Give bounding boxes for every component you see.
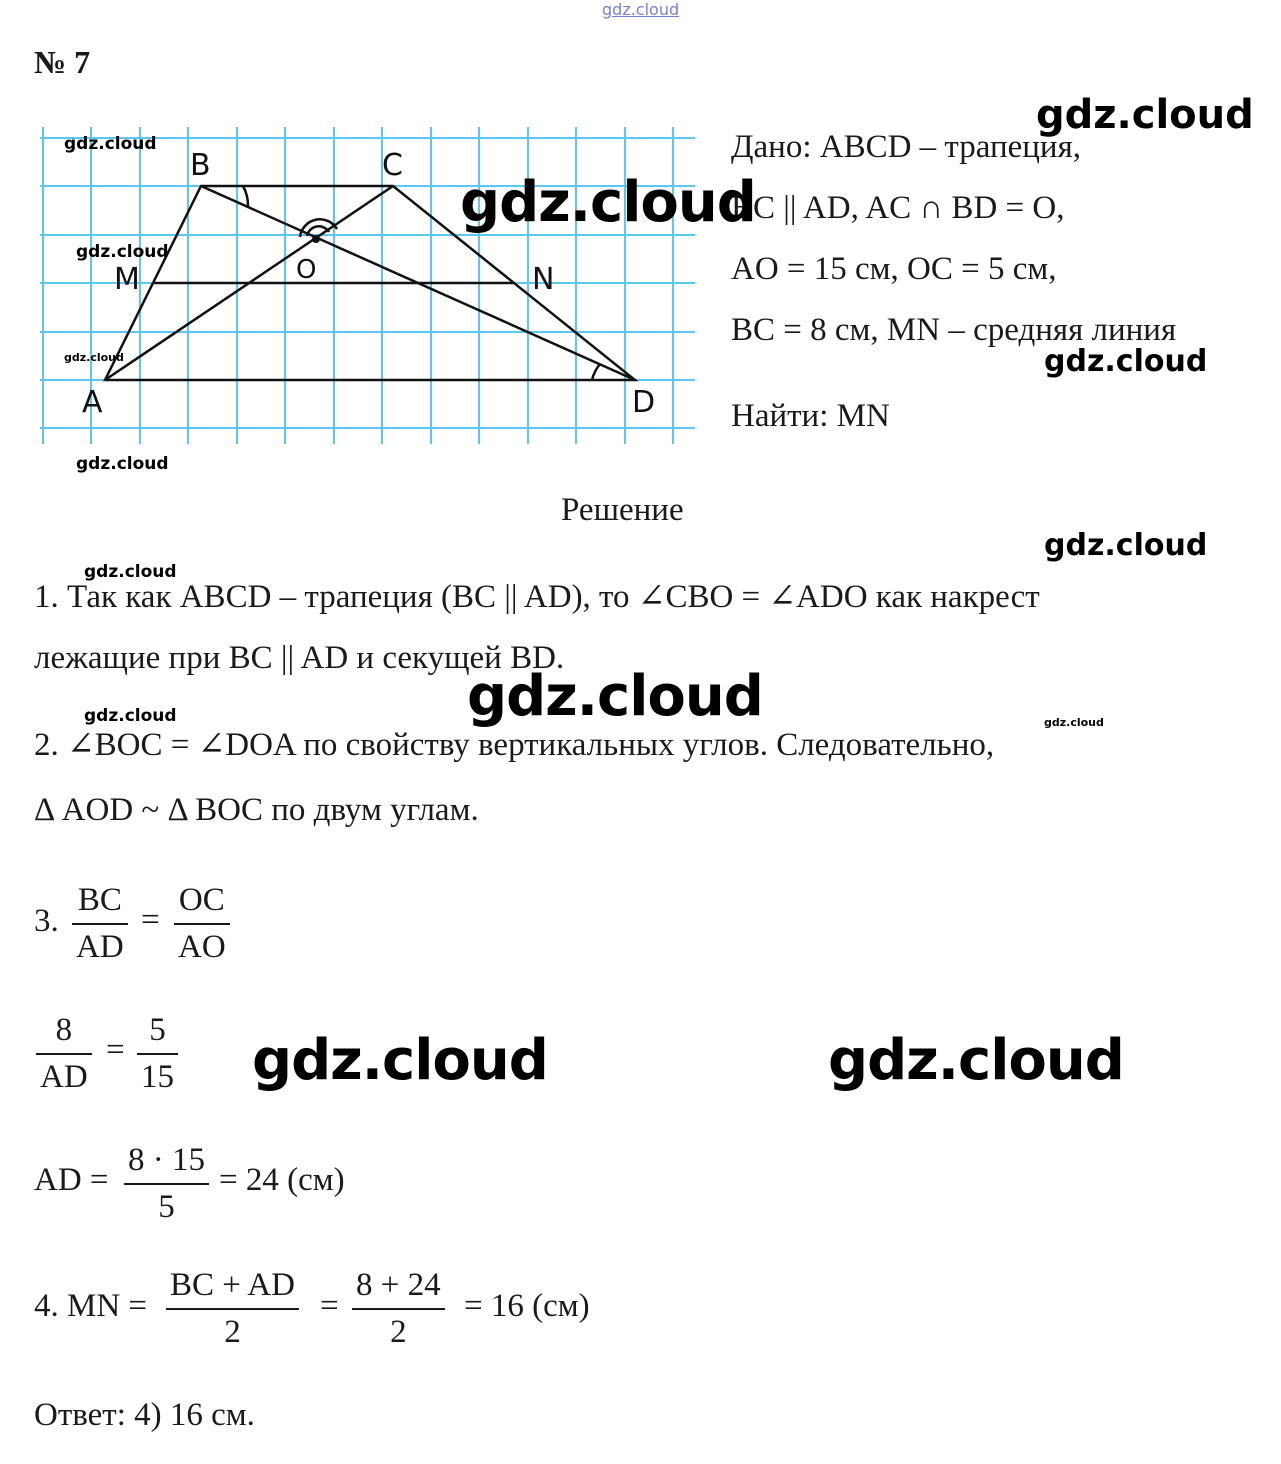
step-1-line-a: 1. Так как ABCD – трапеция (BC || AD), то ∠CBO = ∠ADO как накрест <box>34 579 1040 615</box>
given-line-1: Дано: ABCD – трапеция, <box>731 129 1082 165</box>
fraction-denominator: AO <box>178 929 226 965</box>
fraction-numerator: BC <box>77 882 122 918</box>
site-link[interactable]: gdz.cloud <box>602 0 680 19</box>
label-b: B <box>190 148 211 183</box>
fraction-denominator: 5 <box>158 1189 175 1225</box>
fraction-oc-ao <box>174 884 230 964</box>
step-1-line-b: лежащие при BC || AD и секущей BD. <box>34 640 565 676</box>
fraction-denominator: 15 <box>141 1059 174 1095</box>
watermark: gdz.cloud <box>64 351 124 364</box>
fraction-5-15 <box>137 1014 178 1094</box>
fraction-numerator: 8 · 15 <box>128 1142 205 1178</box>
watermark: gdz.cloud <box>828 1028 1124 1093</box>
given-line-2: BC || AD, AC ∩ BD = O, <box>731 190 1065 226</box>
point-o <box>312 235 320 243</box>
watermark: gdz.cloud <box>76 454 169 474</box>
step-2-line-a: 2. ∠BOC = ∠DOA по свойству вертикальных углов. Следовательно, <box>34 727 995 763</box>
fraction-denominator: AD <box>76 929 124 965</box>
fraction-8x15-5 <box>124 1144 209 1224</box>
watermark: gdz.cloud <box>84 562 177 582</box>
ad-result: = 24 (см) <box>219 1162 345 1198</box>
fraction-denominator: 2 <box>224 1314 241 1350</box>
watermark: gdz.cloud <box>1044 528 1208 563</box>
given-line-4: BC = 8 см, MN – средняя линия <box>731 312 1177 348</box>
equals-sign: = <box>320 1288 339 1324</box>
angle-arc-d <box>592 364 600 380</box>
fraction-numerator: 5 <box>149 1012 166 1048</box>
fraction-8-plus-24 <box>352 1269 445 1349</box>
solution-heading: Решение <box>561 492 684 528</box>
watermark: gdz.cloud <box>1044 344 1208 379</box>
watermark: gdz.cloud <box>1036 92 1254 138</box>
fraction-bc-plus-ad <box>166 1269 299 1349</box>
fraction-numerator: 8 + 24 <box>356 1267 441 1303</box>
fraction-denominator: 2 <box>390 1314 407 1350</box>
step-3-label: 3. <box>34 903 59 939</box>
find-line: Найти: MN <box>731 398 890 434</box>
step-4-result: = 16 (см) <box>464 1288 590 1324</box>
fraction-8-ad <box>36 1014 92 1094</box>
step-4-lhs: 4. MN = <box>34 1288 148 1324</box>
given-line-3: AO = 15 см, OC = 5 см, <box>731 251 1057 287</box>
label-m: M <box>114 262 140 297</box>
fraction-numerator: BC + AD <box>170 1267 295 1303</box>
watermark: gdz.cloud <box>252 1028 548 1093</box>
problem-number: № 7 <box>34 44 91 80</box>
label-a: A <box>82 385 103 420</box>
watermark: gdz.cloud <box>64 134 157 154</box>
angle-arc-b <box>243 186 248 206</box>
watermark: gdz.cloud <box>467 664 763 729</box>
label-d: D <box>632 385 656 420</box>
step-2-line-b: Δ AOD ~ Δ BOC по двум углам. <box>34 792 479 828</box>
label-o: O <box>296 255 317 285</box>
equals-sign: = <box>106 1032 125 1068</box>
fraction-denominator: AD <box>40 1059 88 1095</box>
equals-sign: = <box>141 902 160 938</box>
watermark: gdz.cloud <box>460 170 756 235</box>
label-n: N <box>532 262 555 297</box>
fraction-bc-ad <box>72 884 128 964</box>
watermark: gdz.cloud <box>84 706 177 726</box>
label-c: C <box>382 148 403 183</box>
fraction-numerator: OC <box>178 882 225 918</box>
answer-line: Ответ: 4) 16 см. <box>34 1397 255 1433</box>
watermark: gdz.cloud <box>1044 716 1104 729</box>
fraction-numerator: 8 <box>55 1012 73 1048</box>
watermark: gdz.cloud <box>76 242 169 262</box>
ad-lhs: AD = <box>34 1162 109 1198</box>
